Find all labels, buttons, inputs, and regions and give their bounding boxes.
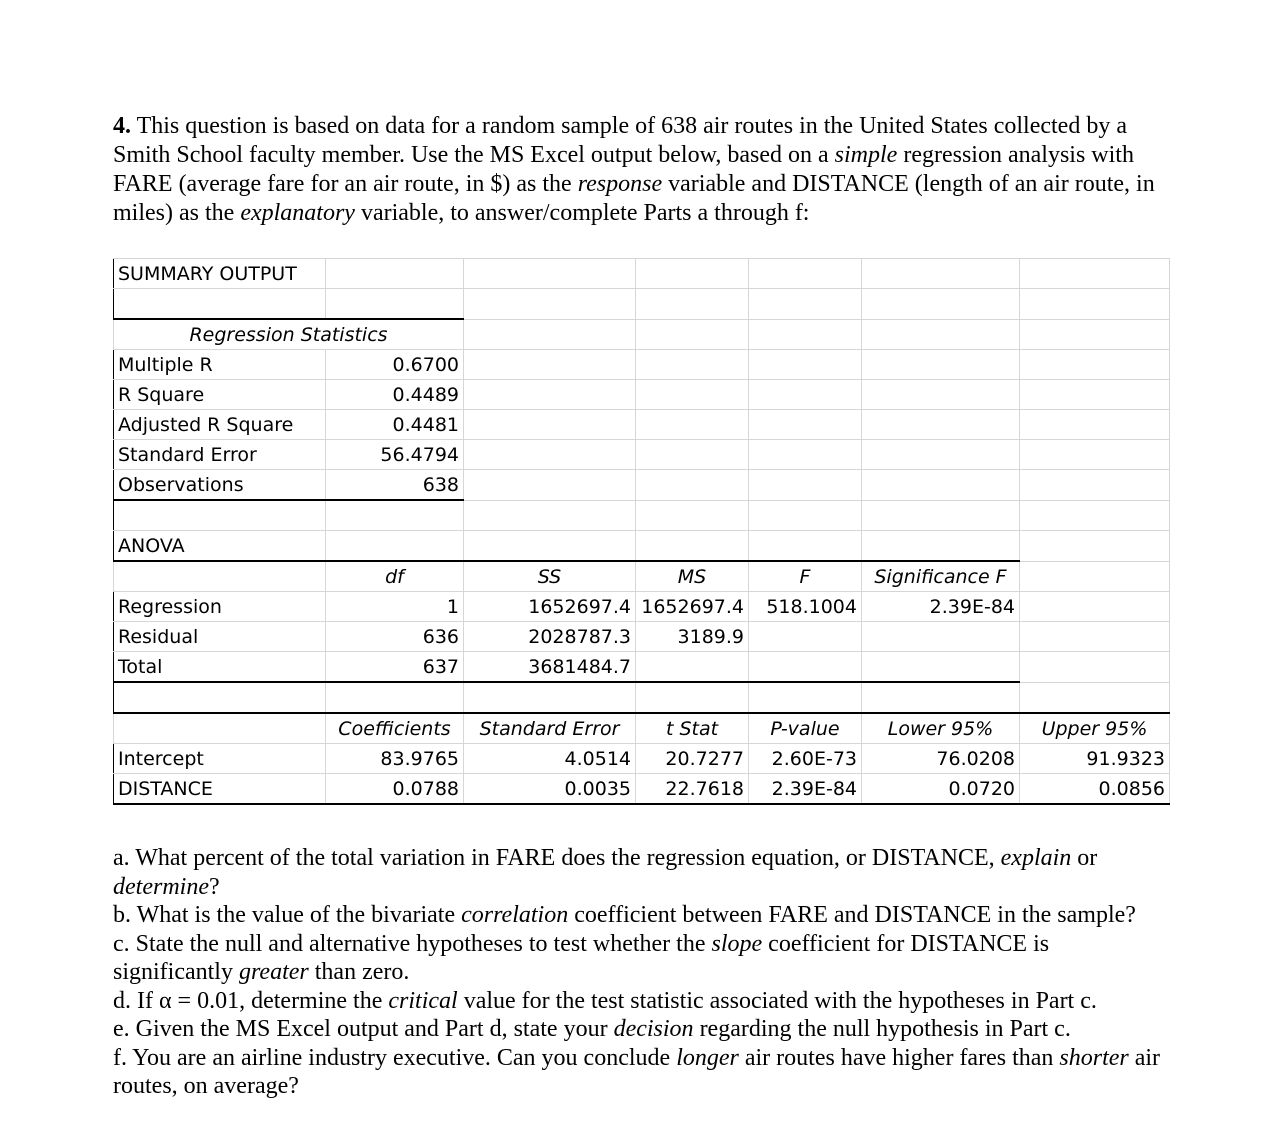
part-e-text: e. Given the MS Excel output and Part d, state your [113,1016,614,1042]
part-d-text-end: value for the test statistic associated with the hypotheses in Part c. [457,987,1097,1014]
anova-row [114,622,1170,652]
anova-row-label: Total [114,652,326,683]
part-f [113,1044,1173,1101]
anova-significance-f: 2.39E-84 [862,592,1020,622]
anova-ss: 1652697.4 [464,592,636,622]
anova-ss: 2028787.3 [464,622,636,652]
anova-ms: 1652697.4 [636,592,749,622]
coef-header-upper-95: Upper 95% [1020,713,1170,744]
part-b-emphasis-correlation: correlation [461,902,569,928]
intro-emphasis-simple: simple [834,142,898,168]
excel-output-table [113,258,1170,805]
coef-header-p-value: P-value [749,713,862,744]
intro-text-2: regression analysis with FARE (average fare for an air route, in $) as the [113,142,1134,197]
coef-t-stat: 22.7618 [636,774,749,805]
intro-text-1: This question is based on data for a random sample of 638 air routes in the United States collected by a Smith School faculty member. Use the MS Excel output below, based on a [113,113,1127,168]
stat-value: 0.4481 [326,410,464,440]
part-b [113,901,1173,930]
anova-row [114,592,1170,622]
anova-df: 637 [326,652,464,683]
stat-label: Observations [114,470,326,501]
question-number: 4. [113,113,131,139]
part-c-emphasis-slope: slope [711,930,763,957]
coef-p-value: 2.60E-73 [749,744,862,774]
part-e-text-end: regarding the null hypothesis in Part c. [693,1016,1071,1042]
part-d [113,987,1173,1016]
intro-emphasis-response: response [577,171,663,197]
part-a-text-end: ? [208,873,220,900]
part-a-emphasis-explain: explain [1000,845,1072,871]
part-c-emphasis-greater: greater [238,959,309,985]
coef-header-t-stat: t Stat [636,713,749,744]
part-a [113,844,1173,901]
part-c-text: c. State the null and alternative hypotheses to test whether the [113,930,712,957]
regression-statistics-header-row [114,319,1170,350]
stat-row [114,470,1170,501]
coef-row-label: DISTANCE [114,774,326,805]
coef-lower-95: 0.0720 [862,774,1020,805]
coef-header-lower-95: Lower 95% [862,713,1020,744]
stat-row [114,350,1170,380]
part-c [113,930,1173,987]
part-e [113,1015,1173,1044]
anova-title-row [114,531,1170,562]
question-parts [113,844,1173,1101]
coef-upper-95: 0.0856 [1020,774,1170,805]
part-a-emphasis-determine: determine [113,873,209,900]
part-b-text: b. What is the value of the bivariate [113,902,462,928]
part-f-text: f. You are an airline industry executive. Can you conclude [113,1044,671,1071]
coef-header-coefficients: Coefficients [326,713,464,744]
coef-standard-error: 0.0035 [464,774,636,805]
anova-header-ss: SS [464,561,636,592]
part-d-text: d. If α = 0.01, determine the [113,987,389,1014]
stat-value: 56.4794 [326,440,464,470]
part-a-text: a. What percent of the total variation in FARE does the regression equation, or DISTANCE, [113,845,995,871]
regression-statistics-heading: Regression Statistics [114,319,464,350]
coef-upper-95: 91.9323 [1020,744,1170,774]
part-f-emphasis-shorter: shorter [1059,1044,1129,1071]
intro-emphasis-explanatory: explanatory [240,200,355,226]
coefficient-row [114,744,1170,774]
part-c-text-mid: coefficient for DISTANCE is significantly [113,930,1050,985]
anova-df: 636 [326,622,464,652]
coef-value: 83.9765 [326,744,464,774]
summary-title-row [114,259,1170,289]
part-c-text-end: than zero. [308,959,410,985]
stat-value: 638 [326,470,464,501]
part-a-text-or: or [1071,845,1098,871]
coef-lower-95: 76.0208 [862,744,1020,774]
intro-text-3: variable and DISTANCE (length of an air route, in miles) as the [113,171,1155,226]
anova-row [114,652,1170,683]
summary-output-title: SUMMARY OUTPUT [114,259,326,289]
anova-title: ANOVA [114,531,326,562]
part-d-emphasis-critical: critical [388,987,458,1014]
stat-label: R Square [114,380,326,410]
part-f-text-end: air routes, on average? [113,1044,1161,1099]
coef-row-label: Intercept [114,744,326,774]
coef-value: 0.0788 [326,774,464,805]
intro-text-4: variable, to answer/complete Parts a through f: [354,200,810,226]
coef-header-standard-error: Standard Error [464,713,636,744]
anova-header-df: df [326,561,464,592]
stat-row [114,380,1170,410]
part-e-emphasis-decision: decision [613,1016,694,1042]
stat-row [114,440,1170,470]
question-intro [113,112,1173,228]
stat-row [114,410,1170,440]
stat-label: Standard Error [114,440,326,470]
anova-row-label: Regression [114,592,326,622]
anova-header-f: F [749,561,862,592]
part-b-text-end: coefficient between FARE and DISTANCE in the sample? [568,902,1136,928]
anova-f: 518.1004 [749,592,862,622]
coef-standard-error: 4.0514 [464,744,636,774]
stat-value: 0.6700 [326,350,464,380]
anova-header-ms: MS [636,561,749,592]
coef-p-value: 2.39E-84 [749,774,862,805]
anova-ss: 3681484.7 [464,652,636,683]
part-f-text-mid: air routes have higher fares than [738,1044,1060,1071]
anova-row-label: Residual [114,622,326,652]
anova-header-significance-f: Significance F [862,561,1020,592]
anova-df: 1 [326,592,464,622]
coef-t-stat: 20.7277 [636,744,749,774]
stat-label: Adjusted R Square [114,410,326,440]
anova-header-row [114,561,1170,592]
stat-label: Multiple R [114,350,326,380]
coefficient-row [114,774,1170,805]
stat-value: 0.4489 [326,380,464,410]
part-f-emphasis-longer: longer [676,1044,739,1071]
anova-ms: 3189.9 [636,622,749,652]
coefficients-header-row [114,713,1170,744]
